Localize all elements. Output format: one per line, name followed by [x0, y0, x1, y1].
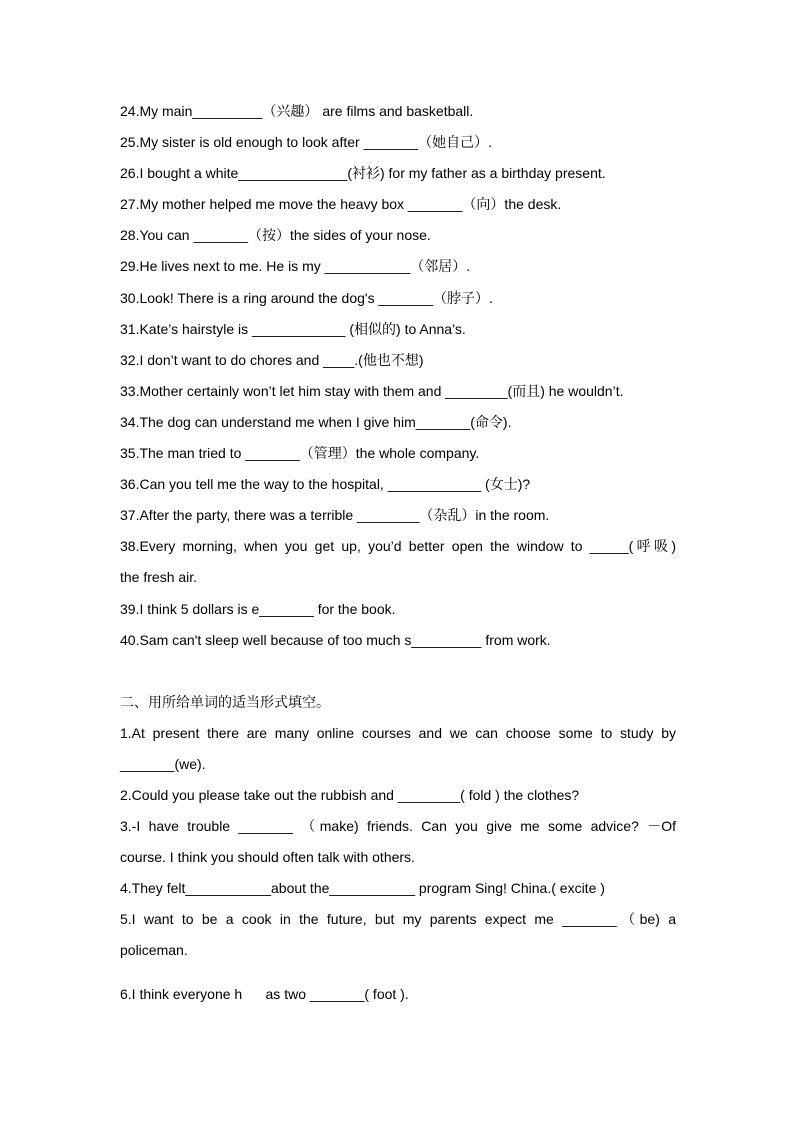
question-38: 38.Every morning, when you get up, you’d better open the window to _____(呼吸)	[120, 538, 676, 555]
question-40: 40.Sam can't sleep well because of too much s_________ from work.	[120, 631, 551, 648]
question-36: 36.Can you tell me the way to the hospital, ____________ (女士)?	[120, 476, 531, 493]
question-5: 5.I want to be a cook in the future, but my parents expect me _______（be) a	[120, 911, 676, 928]
question-27: 27.My mother helped me move the heavy box _______（向）the desk.	[120, 196, 562, 213]
part2-questions	[120, 718, 676, 1010]
section-2-title: 二、用所给单词的适当形式填空。	[120, 693, 330, 710]
question-4: 4.They felt___________about the___________ program Sing! China.( excite )	[120, 880, 605, 897]
question-38-continued: the fresh air.	[120, 569, 198, 586]
question-32: 32.I don’t want to do chores and ____.(他也不想)	[120, 351, 424, 368]
question-6: 6.I think everyone h as two _______( foot ).	[120, 985, 409, 1002]
question-1: 1.At present there are many online courses and we can choose some to study by	[120, 724, 676, 741]
question-34: 34.The dog can understand me when I give him_______(命令).	[120, 413, 512, 430]
question-30: 30.Look! There is a ring around the dog's _______（脖子）.	[120, 289, 493, 306]
question-39: 39.I think 5 dollars is e_______ for the book.	[120, 600, 396, 617]
question-37: 37.After the party, there was a terrible ________（杂乱）in the room.	[120, 507, 550, 524]
question-29: 29.He lives next to me. He is my ___________（邻居）.	[120, 258, 471, 275]
question-5-continued: policeman.	[120, 942, 188, 959]
question-33: 33.Mother certainly won’t let him stay with them and ________(而且) he wouldn’t.	[120, 382, 624, 399]
question-25: 25.My sister is old enough to look after _______（她自己）.	[120, 134, 492, 151]
question-28: 28.You can _______（按）the sides of your nose.	[120, 227, 431, 244]
question-2: 2.Could you please take out the rubbish and ________( fold ) the clothes?	[120, 786, 580, 803]
question-31: 31.Kate’s hairstyle is ____________ (相似的) to Anna’s.	[120, 320, 466, 337]
question-26: 26.I bought a white______________(衬衫) for my father as a birthday present.	[120, 165, 606, 182]
question-1-continued: _______(we).	[120, 755, 206, 772]
question-3: 3.-I have trouble _______ （make) friends. Can you give me some advice? －Of	[120, 818, 676, 835]
section-spacer	[120, 656, 676, 687]
question-35: 35.The man tried to _______（管理）the whole company.	[120, 445, 480, 462]
question-3-continued: course. I think you should often talk with others.	[120, 849, 415, 866]
question-24: 24.My main_________（兴趣） are films and basketball.	[120, 103, 474, 119]
part1-questions	[120, 96, 676, 656]
worksheet-page	[120, 96, 676, 1010]
